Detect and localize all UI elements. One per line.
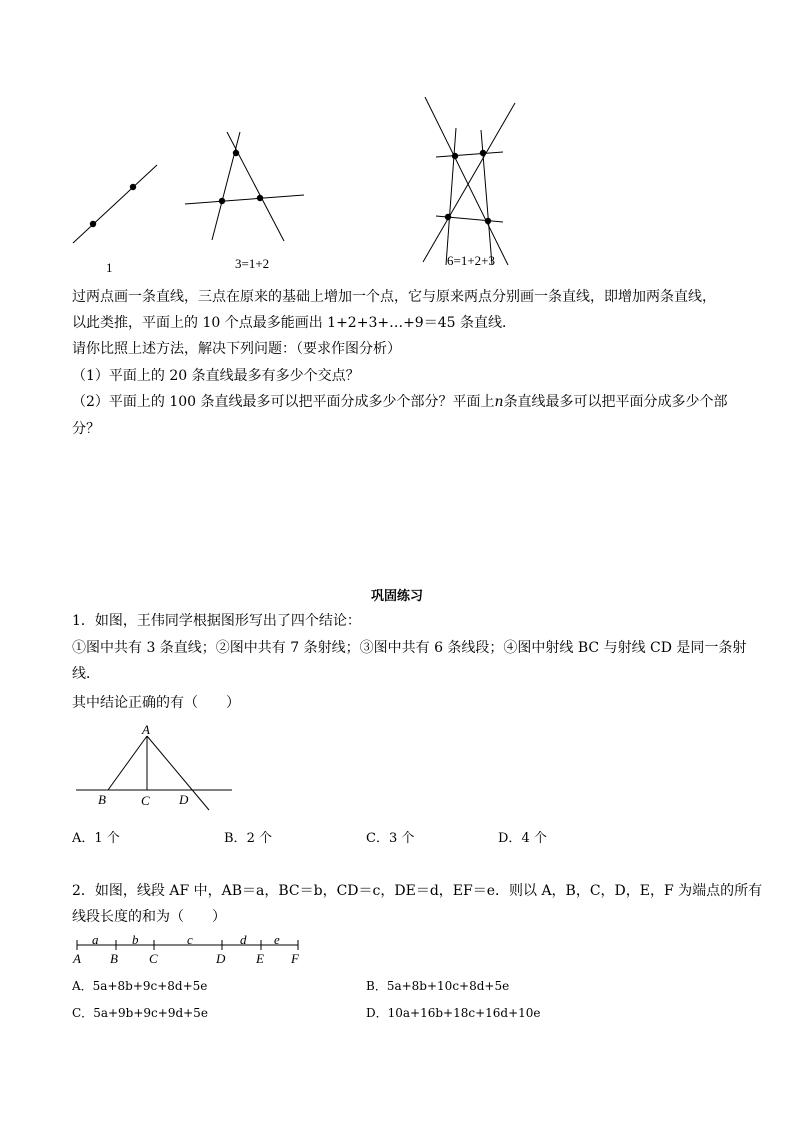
problem2-option-b[interactable] — [366, 977, 509, 994]
option-text: 2 个 — [246, 831, 272, 846]
segment-point-A: A — [73, 951, 81, 966]
option-letter: C． — [366, 831, 389, 846]
segment-point-D: D — [216, 951, 226, 966]
option-letter: B． — [366, 979, 387, 993]
option-text: 3 个 — [388, 831, 415, 846]
option-letter: C． — [72, 1006, 94, 1020]
q2-text-b: 条直线最多可以把平面分成多少个部 — [503, 394, 728, 410]
segment-label-a: a — [92, 932, 99, 947]
figure3-caption: 6=1+2+3 — [447, 253, 495, 268]
question-1: （1）平面上的 20 条直线最多有多少个交点？ — [72, 368, 360, 384]
intro-line-2: 以此类推，平面上的 10 个点最多能画出 1+2+3+…+9＝45 条直线． — [72, 315, 516, 331]
segment-point-C: C — [149, 951, 158, 966]
problem2-line-2: 线段长度的和为（ ） — [72, 909, 226, 925]
segment-point-B: B — [110, 951, 118, 966]
figure2-caption: 3=1+2 — [235, 256, 270, 271]
option-text: 5a+8b+9c+8d+5e — [92, 979, 208, 993]
problem1-line-4: 其中结论正确的有（ ） — [72, 695, 240, 711]
segment-point-F: F — [291, 951, 299, 966]
option-letter: B． — [224, 831, 247, 846]
option-text: 4 个 — [521, 831, 547, 846]
option-text: 1 个 — [94, 831, 120, 846]
intro-line-1: 过两点画一条直线，三点在原来的基础上增加一个点，它与原来两点分别画一条直线，即增加两条直线， — [72, 289, 716, 305]
question-2-line-2: 分？ — [72, 421, 100, 437]
option-text: 5a+9b+9c+9d+5e — [93, 1006, 208, 1020]
segment-label-e: e — [274, 932, 280, 947]
segment-label-c: c — [187, 932, 193, 947]
label-point-B: B — [98, 792, 106, 807]
problem1-line-1: 1．如图，王伟同学根据图形写出了四个结论： — [72, 613, 361, 629]
section-title: 巩固练习 — [371, 589, 424, 604]
problem2-option-d[interactable] — [366, 1004, 541, 1021]
label-point-D: D — [179, 792, 189, 807]
option-letter: A． — [72, 979, 93, 993]
option-letter: A． — [72, 831, 95, 846]
problem2-option-c[interactable] — [72, 1004, 208, 1021]
problem2-line-1: 2．如图，线段 AF 中，AB＝a，BC＝b，CD＝c，DE＝d，EF＝e．则以 A，B，C，D，E，F 为端点的所有 — [72, 883, 763, 899]
segment-label-d: d — [240, 932, 247, 947]
segment-label-b: b — [132, 932, 139, 947]
option-letter: D． — [498, 831, 522, 846]
q2-text-a: （2）平面上的 100 条直线最多可以把平面分成多少个部分？平面上 — [72, 394, 495, 410]
option-text: 5a+8b+10c+8d+5e — [386, 979, 510, 993]
option-text: 10a+16b+18c+16d+10e — [387, 1006, 541, 1020]
problem1-line-2: ①图中共有 3 条直线；②图中共有 7 条射线；③图中共有 6 条线段；④图中射线 BC 与射线 CD 是同一条射 — [72, 640, 747, 656]
q2-variable-n: n — [494, 394, 504, 410]
segment-point-E: E — [256, 951, 264, 966]
label-point-A: A — [142, 722, 150, 737]
figure1-caption: 1 — [106, 260, 113, 275]
problem1-line-3: 线． — [72, 666, 100, 682]
problem2-option-a[interactable] — [72, 977, 207, 994]
label-point-C: C — [141, 793, 150, 808]
option-letter: D． — [366, 1006, 388, 1020]
intro-line-3: 请你比照上述方法，解决下列问题：（要求作图分析） — [72, 341, 401, 357]
